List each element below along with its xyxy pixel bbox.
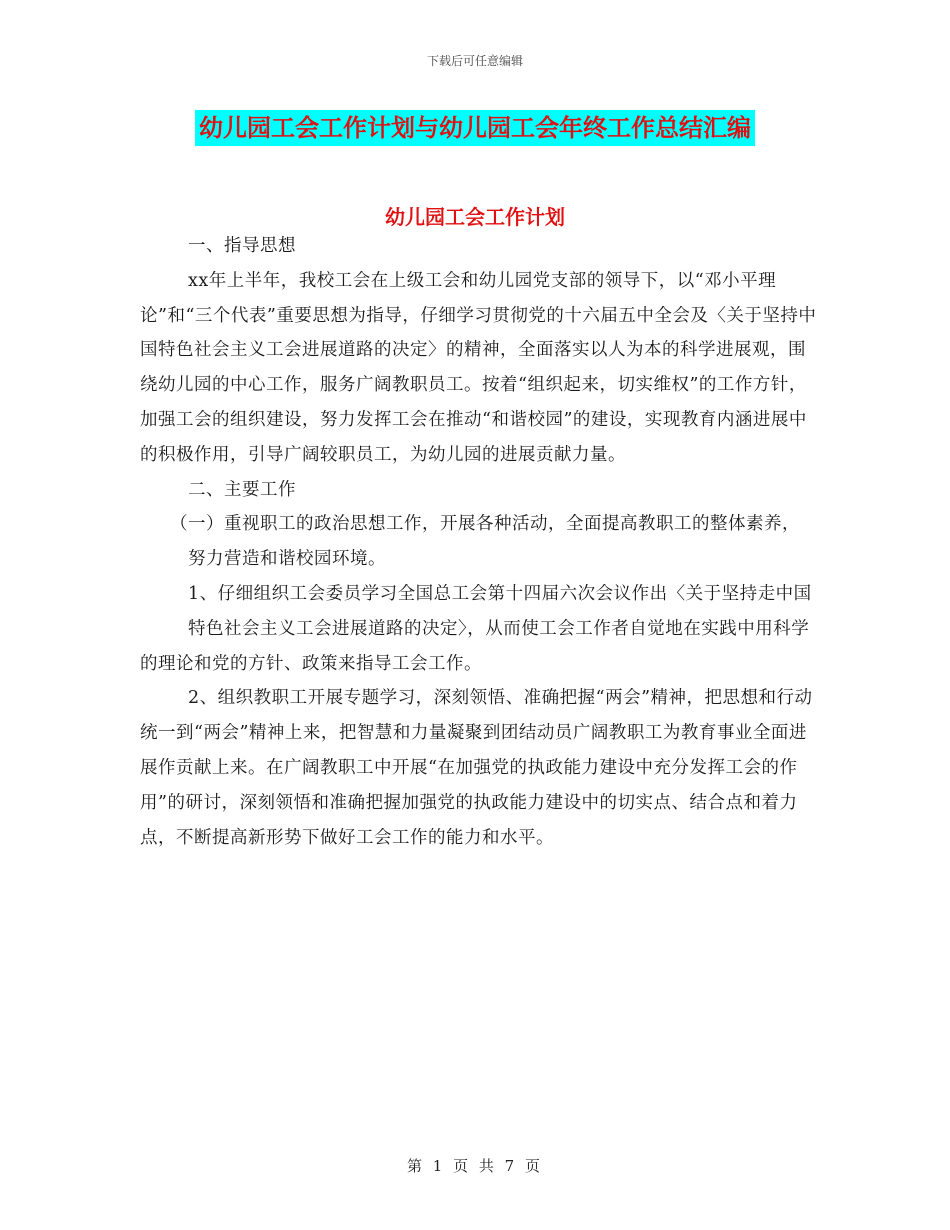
paragraph-item-1-cont: 特色社会主义工会进展道路的决定〉，从而使工会工作者自觉地在实践中用科学的理论和党的方针、政策来指导工会工作。 (140, 618, 810, 674)
paragraph-guiding-ideology: xx年上半年，我校工会在上级工会和幼儿园党支部的领导下，以“邓小平理论”和“三个代表”重要思想为指导，仔细学习贯彻党的十六届五中全会及〈关于坚持中国特色社会主义工会进展道路的决定〉的精神，全面落实以人为本的科学进展观，围绕幼儿园的中心工作，服务广阔教职员工。按着“组织起来，切实维权”的工作方针，加强工会的组织建设，努力发挥工会在推动“和谐校园”的建设，实现教育内涵进展中的积极作用，引导广阔较职员工，为幼儿园的进展贡献力量。 (140, 270, 817, 465)
page-number-footer: 第 1 页 共 7 页 (407, 1157, 543, 1175)
paragraph-item-2: 2、组织教职工开展专题学习，深刻领悟、准确把握“两会”精神，把思想和行动统一到“两会”精神上来，把智慧和力量凝聚到团结动员广阔教职工为教育事业全面进展作贡献上来。在广阔教职工中开展“在加强党的执政能力建设中充分发挥工会的作用”的研讨，深刻领悟和准确把握加强党的执政能力建设中的切实点、结合点和着力点，不断提高新形势下做好工会工作的能力和水平。 (140, 688, 813, 848)
section-title: 幼儿园工会工作计划 (385, 205, 565, 229)
document-title: 幼儿园工会工作计划与幼儿园工会年终工作总结汇编 (195, 110, 755, 146)
document-title-container (0, 110, 950, 146)
subheading-political-work: （一）重视职工的政治思想工作，开展各种活动，全面提高教职工的整体素养， (170, 514, 800, 535)
document-body (140, 229, 820, 855)
heading-main-work: 二、主要工作 (188, 479, 296, 500)
paragraph-harmonious-campus: 努力营造和谐校园环境。 (188, 549, 386, 570)
page-header-note: 下载后可任意编辑 (426, 54, 523, 68)
paragraph-item-1-start: 1、仔细组织工会委员学习全国总工会第十四届六次会议作出〈关于坚持走中国 (188, 583, 812, 604)
heading-guiding-ideology: 一、指导思想 (188, 236, 296, 256)
